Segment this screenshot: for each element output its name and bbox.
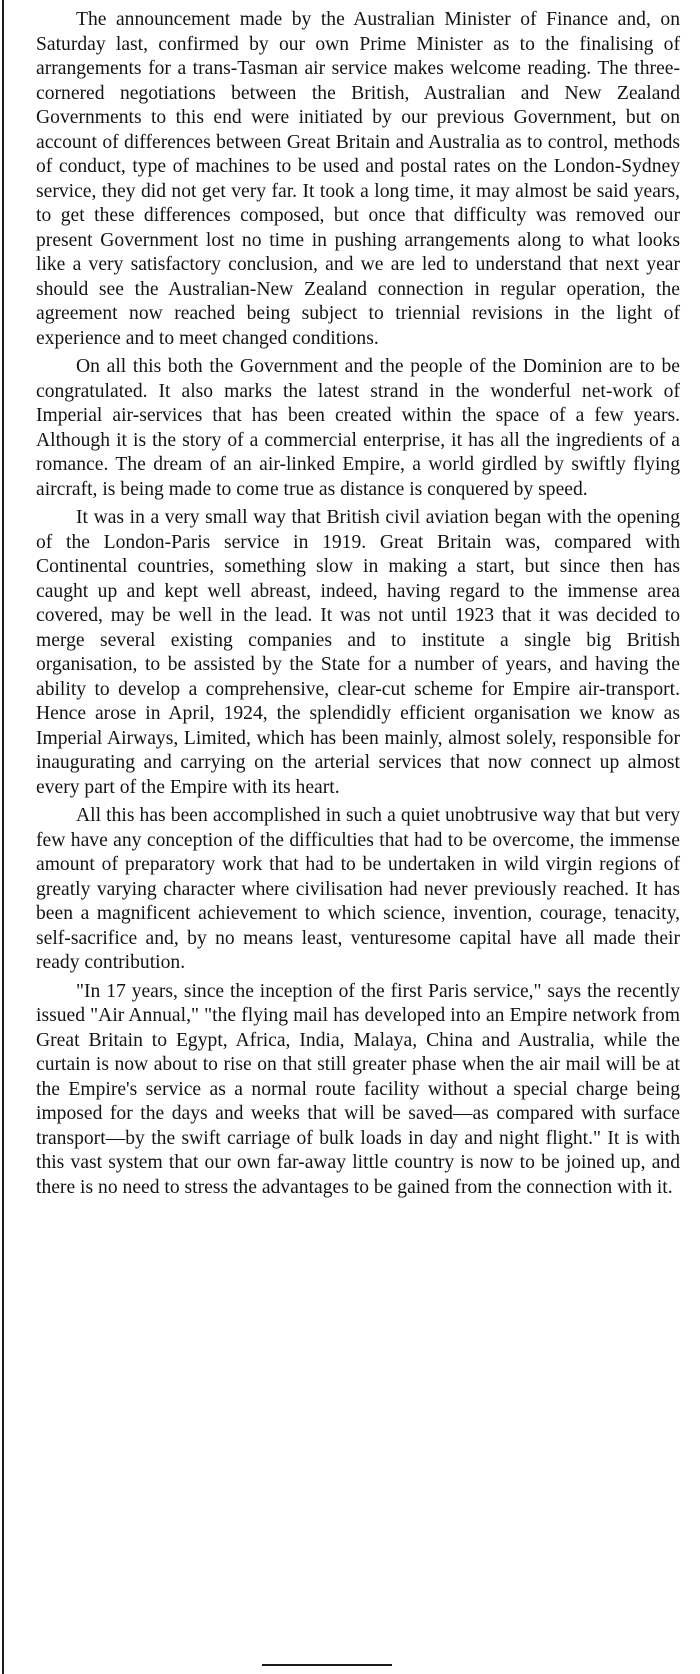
paragraph-congratulations: On all this both the Government and the people of the Dominion are to be congratulated. It also marks the latest strand in the wonderful net-work of Imperial air-services that has been created within the space of a few years. Although it is the story of a commercial enterprise, it has all the ingredients of a romance. The dream of an air-linked Empire, a world girdled by swiftly flying aircraft, is being made to come true as distance is conquered by speed.: [36, 356, 680, 500]
paragraph-civil-aviation-history: It was in a very small way that British civil aviation began with the opening of the London-Paris service in 1919. Great Britain was, compared with Continental countries, something slow in making a start, but since then has caught up and kept well abreast, indeed, having regard to the immense area covered, may be well in the lead. It was not until 1923 that it was decided to merge several existing companies and to institute a single big British organisation, to be assisted by the State for a number of years, and having the ability to develop a comprehensive, clear-cut scheme for Empire air-transport. Hence arose in April, 1924, the splendidly efficient organisation we know as Imperial Airways, Limited, which has been mainly, almost solely, responsible for inaugurating and carrying on the arterial services that now connect up almost every part of the Empire with its heart.: [36, 507, 680, 798]
paragraph-achievement: All this has been accomplished in such a quiet unobtrusive way that but very few have any conception of the difficulties that had to be overcome, the immense amount of preparatory work that had to be undertaken in wild virgin regions of greatly varying character where civilisation had never previously reached. It has been a magnificent achievement to which science, invention, courage, tenacity, self-sacrifice and, by no means least, venturesome capital have all made their ready contribution.: [36, 805, 680, 973]
paragraph-trans-tasman-announcement: The announcement made by the Australian Minister of Finance and, on Saturday last, confirmed by our own Prime Minister as to the finalising of arrangements for a trans-Tasman air service makes welcome reading. The three-cornered negotiations between the British, Australian and New Zealand Governments to this end were initiated by our previous Government, but on account of differences between Great Britain and Australia as to control, methods of conduct, type of machines to be used and postal rates on the London-Sydney service, they did not get very far. It took a long time, it may almost be said years, to get these differences composed, but once that difficulty was removed our present Government lost no time in pushing arrangements along to what looks like a very satisfactory conclusion, and we are led to understand that next year should see the Australian-New Zealand connection in regular operation, the agreement now reached being subject to triennial revisions in the light of experience and to meet changed conditions.: [36, 9, 680, 349]
section-end-rule: [262, 1664, 392, 1666]
column-rule-left: [2, 0, 4, 1674]
editorial-article: [36, 8, 680, 1200]
paragraph-air-annual-quote: "In 17 years, since the inception of the first Paris service," says the recently issued "Air Annual," "the flying mail has developed into an Empire network from Great Britain to Egypt, Africa, India, Malaya, China and Australia, while the curtain is now about to rise on that still greater phase when the air mail will be at the Empire's service as a normal route facility without a special charge being imposed for the days and weeks that will be saved—as compared with surface transport—by the swift carriage of bulk loads in day and night flight." It is with this vast system that our own far-away little country is now to be joined up, and there is no need to stress the advantages to be gained from the connection with it.: [36, 980, 680, 1198]
